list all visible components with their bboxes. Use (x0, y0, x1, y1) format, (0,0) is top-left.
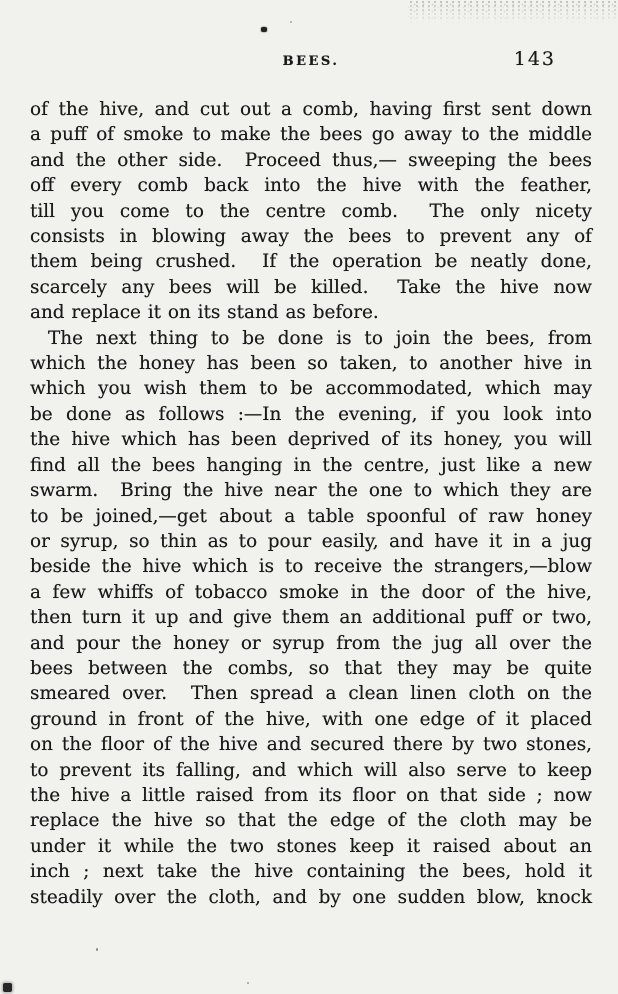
text-line: a few whiffs of tobacco smoke in the door of the hive, (30, 581, 592, 603)
page-body (30, 97, 592, 910)
text-line: which you wish them to be accommodated, which may (30, 378, 592, 400)
text-line: till you come to the centre comb. The only nicety (30, 200, 592, 222)
text-line: which the honey has been so taken, to another hive in (30, 353, 592, 375)
paragraph (30, 326, 592, 910)
scan-speck (261, 27, 267, 32)
text-line: on the floor of the hive and secured there by two stones, (30, 734, 592, 756)
text-line: to be joined,—get about a table spoonful of raw honey (30, 505, 592, 527)
text-line: find all the bees hanging in the centre, just like a new (30, 454, 592, 476)
text-line: The next thing to be done is to join the bees, from (48, 327, 592, 349)
text-line: smeared over. Then spread a clean linen cloth on the (30, 683, 592, 705)
text-line: of the hive, and cut out a comb, having first sent down (30, 99, 592, 120)
text-line: under it while the two stones keep it raised about an (30, 835, 592, 857)
scan-speck (96, 948, 98, 951)
text-line: a puff of smoke to make the bees go away to the middle (30, 124, 592, 146)
text-line: and replace it on its stand as before. (30, 302, 379, 324)
text-line: to prevent its falling, and which will also serve to keep (30, 759, 592, 781)
scan-speck (247, 982, 249, 984)
text-line: consists in blowing away the bees to prevent any of (30, 226, 592, 248)
text-line: them being crushed. If the operation be neatly done, (30, 251, 592, 273)
text-line: the hive a little raised from its floor on that side ; now (30, 784, 592, 806)
text-line: swarm. Bring the hive near the one to which they are (30, 480, 592, 502)
text-line: and the other side. Proceed thus,— sweeping the bees (30, 149, 592, 171)
paragraph-continuation (30, 97, 592, 326)
page-header (30, 0, 592, 84)
scan-speck (3, 983, 12, 992)
text-line: be done as follows :—In the evening, if you look into (30, 403, 592, 425)
text-line: off every comb back into the hive with the feather, (30, 175, 592, 197)
scan-speck (290, 21, 292, 23)
page-number: 143 (513, 48, 556, 70)
text-line: and pour the honey or syrup from the jug all over the (30, 632, 592, 654)
text-line: replace the hive so that the edge of the cloth may be (30, 810, 592, 832)
text-line: beside the hive which is to receive the strangers,—blow (30, 556, 592, 578)
text-line: then turn it up and give them an additional puff or two, (30, 607, 592, 629)
text-line: ground in front of the hive, with one edge of it placed (30, 708, 592, 730)
text-line: inch ; next take the hive containing the bees, hold it (30, 861, 592, 883)
running-title: BEES. (282, 54, 340, 69)
text-line: steadily over the cloth, and by one sudden blow, knock (30, 886, 592, 908)
text-line: scarcely any bees will be killed. Take the hive now (30, 276, 592, 298)
text-line: bees between the combs, so that they may be quite (30, 657, 592, 679)
text-line: the hive which has been deprived of its honey, you will (30, 429, 592, 451)
text-line: or syrup, so thin as to pour easily, and have it in a jug (30, 530, 592, 552)
